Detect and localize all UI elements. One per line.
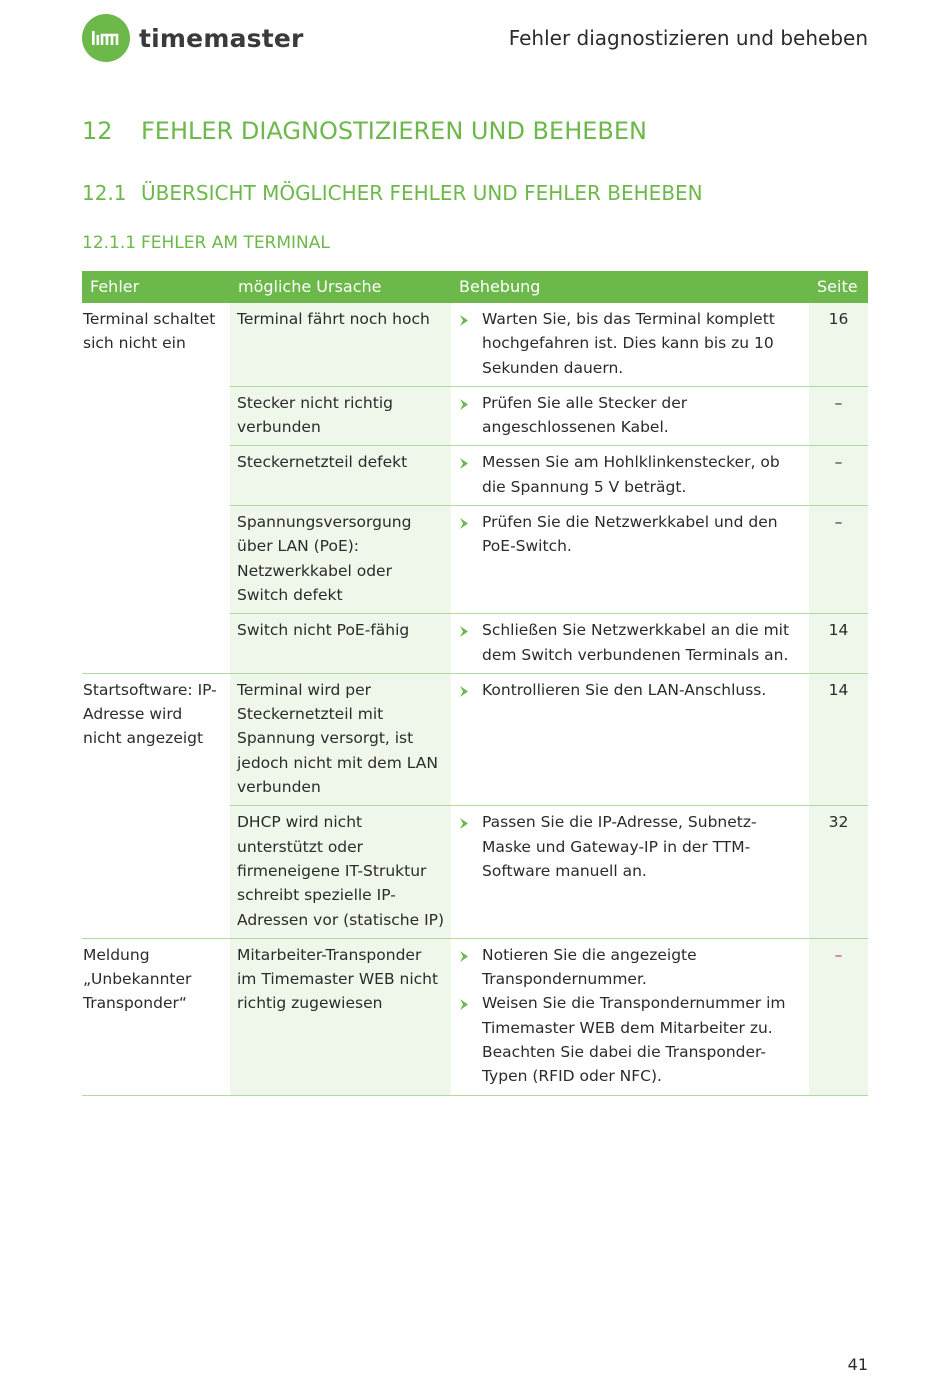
page-ref-cell: – [809,939,868,1095]
error-rows [230,939,868,1095]
timemaster-logo-icon [82,14,130,62]
remedy-text: Messen Sie am Hohlklinkenstecker, ob die Spannung 5 V beträgt. [482,453,780,496]
remedy-cell [451,446,809,505]
chevron-right-icon [459,991,482,1088]
cause-cell: Terminal fährt noch hoch [230,303,451,386]
error-label: Terminal schaltet sich nicht ein [83,310,216,353]
page-ref-cell: – [809,387,868,446]
page-ref-cell: 32 [809,806,868,937]
remedy-item [459,391,801,440]
cause-cell: Mitarbeiter-Transponder im Timemaster WEB nicht richtig zugewiesen [230,939,451,1095]
table-row [230,939,868,1095]
remedy-cell [451,387,809,446]
chevron-right-icon [459,943,482,992]
table-row [230,387,868,447]
cause-cell: DHCP wird nicht unterstützt oder firmeneigene IT-Struktur schreibt spezielle IP-Adressen vor (statische IP) [230,806,451,937]
section-number: 12.1 [82,181,127,205]
remedy-cell [451,674,809,805]
table-header-row [82,271,868,303]
cause-cell: Spannungsversorgung über LAN (PoE): Netzwerkkabel oder Switch defekt [230,506,451,613]
table-row [230,446,868,506]
remedy-text: Weisen Sie die Transpondernummer im Timemaster WEB dem Mitarbeiter zu. Beachten Sie dabei die Transponder-Typen (RFID oder NFC). [482,994,786,1086]
chevron-right-icon [459,307,482,380]
remedy-text: Prüfen Sie die Netzwerkkabel und den PoE-Switch. [482,513,778,556]
brand-name: timemaster [139,23,304,53]
column-header-behebung: Behebung [459,276,541,296]
running-header-title: Fehler diagnostizieren und beheben [508,26,868,50]
error-group [82,939,868,1096]
table-row [230,506,868,614]
chevron-right-icon [459,618,482,667]
chevron-right-icon [459,510,482,559]
remedy-cell [451,614,809,673]
chapter-heading [82,117,647,145]
subsection-number: 12.1.1 [82,233,137,253]
section-heading [82,181,703,205]
error-label: Meldung „Unbekannter Transponder“ [83,945,192,1013]
remedy-item [459,810,801,883]
table-row [230,614,868,673]
chevron-right-icon [459,450,482,499]
remedy-text: Schließen Sie Netzwerkkabel an die mit dem Switch verbundenen Terminals an. [482,621,790,664]
page-ref-cell: 16 [809,303,868,386]
error-rows [230,303,868,673]
page-ref-cell: 14 [809,674,868,805]
cause-cell: Switch nicht PoE-fähig [230,614,451,673]
page-ref-cell: – [809,506,868,613]
section-title: ÜBERSICHT MÖGLICHER FEHLER UND FEHLER BEHEBEN [141,181,703,205]
brand-logo [82,13,304,63]
remedy-item [459,678,801,702]
page-ref-cell: 14 [809,614,868,673]
remedy-item [459,510,801,559]
logo-mark-glyph [91,30,121,46]
remedy-text: Passen Sie die IP-Adresse, Subnetz-Maske und Gateway-IP in der TTM-Software manuell an. [482,813,757,880]
troubleshooting-table [82,271,868,1096]
chevron-right-icon [459,391,482,440]
remedy-cell [451,303,809,386]
column-header-ursache: mögliche Ursache [238,276,382,296]
column-header-fehler: Fehler [90,276,140,296]
table-row [230,674,868,806]
remedy-text: Kontrollieren Sie den LAN-Anschluss. [482,680,767,699]
error-group [82,303,868,674]
subsection-title: FEHLER AM TERMINAL [141,233,330,253]
remedy-item [459,943,801,992]
remedy-cell [451,939,809,1095]
chevron-right-icon [459,810,482,883]
chapter-number: 12 [82,117,113,145]
cause-cell: Terminal wird per Steckernetzteil mit Spannung versorgt, ist jedoch nicht mit dem LAN verbunden [230,674,451,805]
error-group [82,674,868,939]
remedy-cell [451,806,809,937]
remedy-item [459,991,801,1088]
column-header-seite: Seite [817,276,858,296]
remedy-text: Notieren Sie die angezeigte Transpondernummer. [482,945,697,989]
table-row [230,806,868,937]
remedy-item [459,450,801,499]
remedy-cell [451,506,809,613]
remedy-item [459,307,801,380]
page-ref-cell: – [809,446,868,505]
remedy-item [459,618,801,667]
error-rows [230,674,868,938]
error-label: Startsoftware: IP-Adresse wird nicht angezeigt [83,680,217,748]
remedy-text: Warten Sie, bis das Terminal komplett hochgefahren ist. Dies kann bis zu 10 Sekunden dauern. [482,310,775,377]
page-number: 41 [847,1355,868,1374]
cause-cell: Stecker nicht richtig verbunden [230,387,451,446]
remedy-text: Prüfen Sie alle Stecker der angeschlossenen Kabel. [482,393,688,437]
chapter-title: FEHLER DIAGNOSTIZIEREN UND BEHEBEN [141,117,647,145]
chevron-right-icon [459,678,482,702]
table-row [230,303,868,387]
cause-cell: Steckernetzteil defekt [230,446,451,505]
subsection-heading [82,233,330,253]
